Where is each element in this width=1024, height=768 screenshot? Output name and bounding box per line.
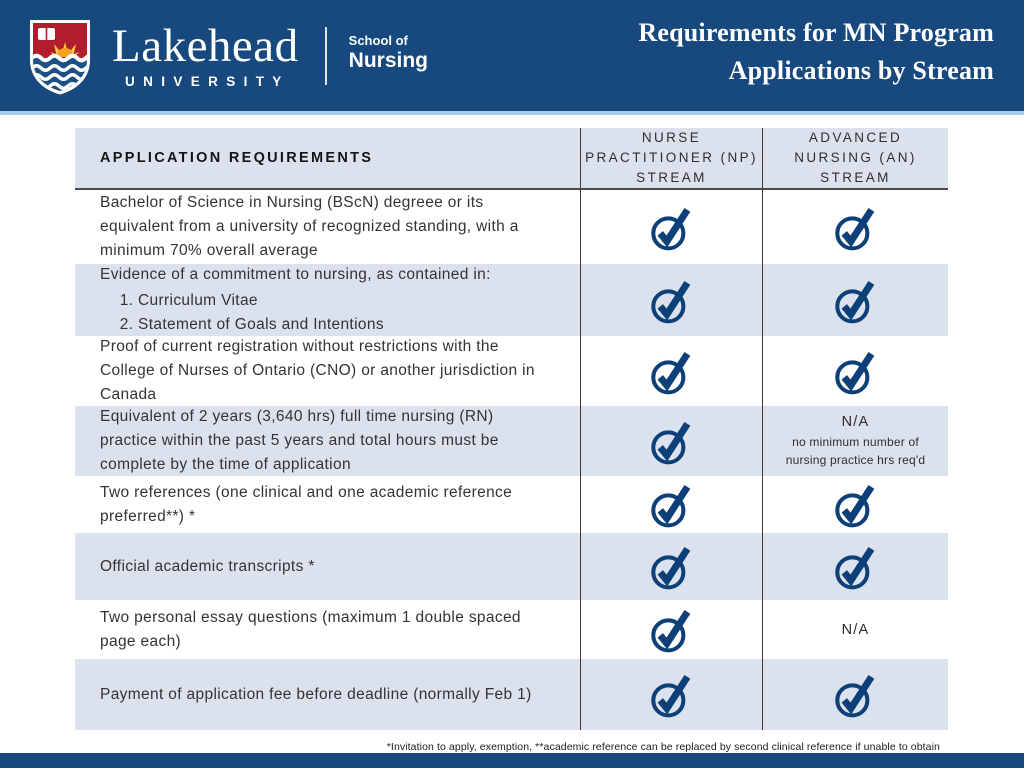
table-row: [75, 406, 948, 476]
not-applicable-label: N/A: [841, 621, 870, 638]
table-row: [75, 264, 948, 336]
requirement-sublist: [100, 289, 550, 337]
table-header-row: [75, 128, 948, 190]
column-header-np-stream: NURSE PRACTITIONER (NP) STREAM: [580, 128, 762, 188]
checkmark-icon: [834, 670, 878, 719]
table-row: [75, 533, 948, 600]
checkmark-icon: [834, 480, 878, 529]
not-applicable-label: N/A: [841, 413, 870, 430]
lakehead-logo: [28, 15, 428, 97]
school-name-text: Nursing: [348, 48, 428, 72]
school-of-text: School of: [348, 32, 408, 48]
table-row: [75, 190, 948, 264]
checkmark-icon: [650, 670, 694, 719]
requirement-text: Two references (one clinical and one academic reference preferred**) *: [100, 483, 513, 525]
requirement-text: Two personal essay questions (maximum 1 double spaced page each): [100, 608, 521, 650]
table-row: [75, 476, 948, 533]
table-row: [75, 600, 948, 659]
footer-bar: [0, 753, 1024, 768]
lakehead-shield-icon: [28, 17, 92, 97]
brand-university: UNIVERSITY: [124, 74, 290, 89]
header-banner: [0, 0, 1024, 115]
page-title-line2: Applications by Stream: [728, 55, 994, 85]
checkmark-icon: [650, 276, 694, 325]
page-title: [428, 14, 994, 90]
table-row: [75, 336, 948, 406]
requirement-text: Equivalent of 2 years (3,640 hrs) full time nursing (RN) practice within the past 5 years and total hours must be complete by the time of application: [100, 408, 499, 473]
requirement-sublist-item: 2. Statement of Goals and Intentions: [138, 313, 550, 337]
column-header-an-stream: ADVANCED NURSING (AN) STREAM: [762, 128, 948, 188]
checkmark-icon: [834, 542, 878, 591]
checkmark-icon: [834, 276, 878, 325]
checkmark-icon: [834, 203, 878, 252]
footnote-text: *Invitation to apply, exemption, **academic reference can be replaced by second clinical reference if unable to obtain: [386, 741, 940, 753]
not-applicable-note: no minimum number of nursing practice hrs req'd: [785, 434, 926, 467]
requirement-text: Bachelor of Science in Nursing (BScN) degreee or its equivalent from a university of recognized standing, with a minimum 70% overall average: [100, 194, 519, 259]
checkmark-icon: [650, 480, 694, 529]
checkmark-icon: [650, 347, 694, 396]
requirement-text: Official academic transcripts *: [100, 557, 315, 575]
brand-name: Lakehead: [112, 20, 299, 72]
requirement-sublist-item: 1. Curriculum Vitae: [138, 289, 550, 313]
lakehead-wordmark: [112, 20, 299, 89]
page-title-line1: Requirements for MN Program: [638, 17, 994, 47]
requirements-table: [75, 128, 948, 730]
school-of-nursing-label: [349, 33, 428, 73]
table-row: [75, 659, 948, 730]
requirement-text: Payment of application fee before deadline (normally Feb 1): [100, 685, 532, 703]
checkmark-icon: [834, 347, 878, 396]
logo-divider: [325, 27, 327, 85]
column-header-requirements: APPLICATION REQUIREMENTS: [100, 150, 374, 166]
requirement-text: Proof of current registration without restrictions with the College of Nurses of Ontario (CNO) or another jurisdiction in Canada: [100, 338, 535, 403]
checkmark-icon: [650, 417, 694, 466]
requirement-text: Evidence of a commitment to nursing, as contained in:: [100, 266, 491, 283]
checkmark-icon: [650, 605, 694, 654]
checkmark-icon: [650, 203, 694, 252]
checkmark-icon: [650, 542, 694, 591]
